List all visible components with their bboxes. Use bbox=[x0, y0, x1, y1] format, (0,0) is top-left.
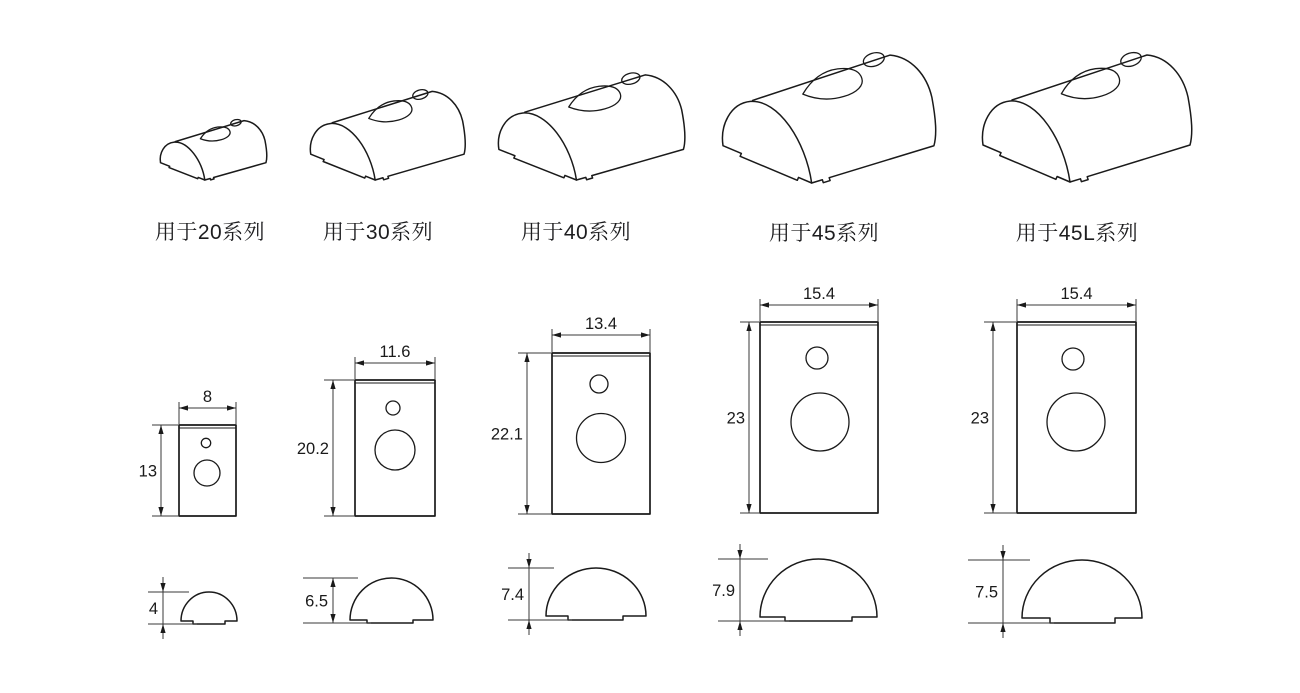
front-width-value: 11.6 bbox=[379, 343, 411, 361]
small-hole bbox=[806, 347, 828, 369]
front-outline bbox=[355, 380, 435, 516]
side-profile-outline bbox=[760, 559, 877, 621]
front-view-40 bbox=[491, 315, 650, 514]
series-label-40: 用于40系列 bbox=[520, 221, 632, 244]
dimension-arrow bbox=[426, 360, 435, 365]
series-label-20: 用于20系列 bbox=[154, 221, 266, 244]
series-group-30 bbox=[297, 88, 465, 623]
dimension-arrow bbox=[330, 507, 335, 516]
front-width-dimension bbox=[1017, 285, 1136, 321]
side-profile-outline bbox=[350, 578, 433, 623]
side-view-30 bbox=[303, 578, 433, 623]
dimension-arrow bbox=[227, 405, 236, 410]
dimension-arrow bbox=[526, 620, 531, 629]
front-width-value: 15.4 bbox=[802, 285, 836, 303]
side-height-dimension bbox=[501, 553, 572, 635]
iso-view-40 bbox=[498, 71, 685, 180]
front-width-dimension bbox=[760, 285, 878, 321]
side-height-dimension bbox=[303, 578, 371, 623]
side-view-40 bbox=[501, 553, 646, 635]
front-width-dimension bbox=[552, 315, 650, 352]
iso-small-hole bbox=[862, 50, 886, 69]
side-height-value: 6.5 bbox=[305, 592, 328, 611]
side-height-value: 7.4 bbox=[501, 586, 524, 604]
dimension-arrow bbox=[760, 302, 769, 307]
side-view-45 bbox=[712, 544, 877, 636]
front-height-value: 22.1 bbox=[490, 425, 523, 444]
iso-front-face bbox=[982, 101, 1070, 182]
iso-view-45L bbox=[982, 50, 1191, 182]
iso-large-hole bbox=[1057, 62, 1123, 107]
series-group-45L bbox=[968, 50, 1192, 638]
dimension-arrow bbox=[737, 621, 742, 630]
iso-body-outline bbox=[332, 91, 465, 180]
dimension-arrow bbox=[737, 550, 742, 559]
front-outline bbox=[1017, 322, 1136, 513]
side-view-45L bbox=[968, 545, 1142, 638]
iso-large-hole bbox=[366, 96, 415, 127]
dimension-arrow bbox=[526, 559, 531, 568]
front-height-value: 13 bbox=[138, 462, 157, 481]
front-view-30 bbox=[297, 343, 435, 516]
dimension-arrow bbox=[330, 614, 335, 623]
front-width-value: 8 bbox=[202, 388, 213, 406]
side-profile-outline bbox=[1022, 560, 1142, 623]
iso-body-outline bbox=[525, 75, 685, 180]
dimension-arrow bbox=[524, 353, 529, 362]
front-view-45L bbox=[971, 285, 1136, 513]
front-width-value: 13.4 bbox=[584, 315, 618, 333]
side-height-value: 7.5 bbox=[975, 583, 998, 602]
front-view-45 bbox=[727, 285, 878, 513]
side-height-dimension bbox=[712, 544, 789, 636]
dimension-arrow bbox=[160, 583, 165, 592]
iso-body-outline bbox=[1012, 55, 1192, 182]
side-profile-outline bbox=[181, 592, 237, 624]
dimension-arrow bbox=[158, 425, 163, 434]
large-hole bbox=[791, 393, 849, 451]
side-height-value: 4 bbox=[148, 600, 158, 618]
dimension-arrow bbox=[330, 578, 335, 587]
dimension-arrow bbox=[869, 302, 878, 307]
front-width-value: 15.4 bbox=[1060, 285, 1093, 303]
iso-front-face bbox=[310, 123, 375, 180]
dimension-arrow bbox=[990, 504, 995, 513]
large-hole bbox=[194, 460, 220, 486]
large-hole bbox=[1047, 393, 1105, 451]
front-height-value: 23 bbox=[726, 409, 745, 428]
dimension-arrow bbox=[1000, 551, 1005, 560]
dimension-arrow bbox=[990, 322, 995, 331]
iso-small-hole bbox=[1119, 50, 1143, 69]
dimension-arrow bbox=[746, 504, 751, 513]
side-height-dimension bbox=[968, 545, 1054, 638]
iso-view-45 bbox=[722, 50, 935, 183]
front-height-dimension bbox=[139, 425, 178, 516]
large-hole bbox=[577, 414, 626, 463]
front-height-value: 20.2 bbox=[296, 440, 329, 458]
dimension-arrow bbox=[746, 322, 751, 331]
small-hole bbox=[386, 401, 400, 415]
large-hole bbox=[375, 430, 415, 470]
series-group-40 bbox=[491, 71, 685, 635]
dimension-arrow bbox=[158, 507, 163, 516]
side-height-dimension bbox=[148, 577, 197, 639]
series-group-45 bbox=[712, 50, 936, 636]
dimension-arrow bbox=[355, 360, 364, 365]
side-view-20 bbox=[148, 577, 237, 639]
side-profile-outline bbox=[546, 568, 646, 620]
iso-body-outline bbox=[753, 55, 936, 183]
front-height-dimension bbox=[297, 380, 354, 516]
series-label-45L: 用于45L系列 bbox=[1015, 222, 1139, 245]
dimension-arrow bbox=[1017, 302, 1026, 307]
dimension-arrow bbox=[552, 332, 561, 337]
side-height-value: 7.9 bbox=[712, 582, 735, 600]
small-hole bbox=[1062, 348, 1084, 370]
iso-large-hole bbox=[798, 62, 865, 107]
dimension-arrow bbox=[1000, 623, 1005, 632]
iso-view-20 bbox=[160, 118, 267, 180]
front-height-dimension bbox=[727, 322, 759, 513]
small-hole bbox=[590, 375, 608, 393]
iso-front-face bbox=[498, 113, 576, 180]
front-outline bbox=[552, 353, 650, 514]
iso-large-hole bbox=[198, 124, 231, 145]
small-hole bbox=[201, 438, 210, 447]
front-height-dimension bbox=[491, 353, 551, 514]
dimension-arrow bbox=[179, 405, 188, 410]
dimension-arrow bbox=[641, 332, 650, 337]
series-label-30: 用于30系列 bbox=[322, 221, 434, 244]
front-height-value: 23 bbox=[970, 409, 989, 428]
front-outline bbox=[760, 322, 878, 513]
dimension-arrow bbox=[524, 505, 529, 514]
iso-body-outline bbox=[175, 121, 267, 180]
dimension-arrow bbox=[1127, 302, 1136, 307]
front-view-20 bbox=[139, 388, 236, 516]
front-width-dimension bbox=[355, 343, 435, 379]
iso-front-face bbox=[722, 101, 811, 183]
series-label-45: 用于45系列 bbox=[768, 222, 880, 245]
front-height-dimension bbox=[971, 322, 1016, 513]
series-group-20 bbox=[139, 118, 267, 639]
dimension-arrow bbox=[330, 380, 335, 389]
front-width-dimension bbox=[179, 388, 236, 424]
iso-front-face bbox=[160, 142, 205, 180]
iso-large-hole bbox=[565, 81, 624, 118]
iso-view-30 bbox=[310, 88, 465, 180]
dimension-arrow bbox=[160, 624, 165, 633]
